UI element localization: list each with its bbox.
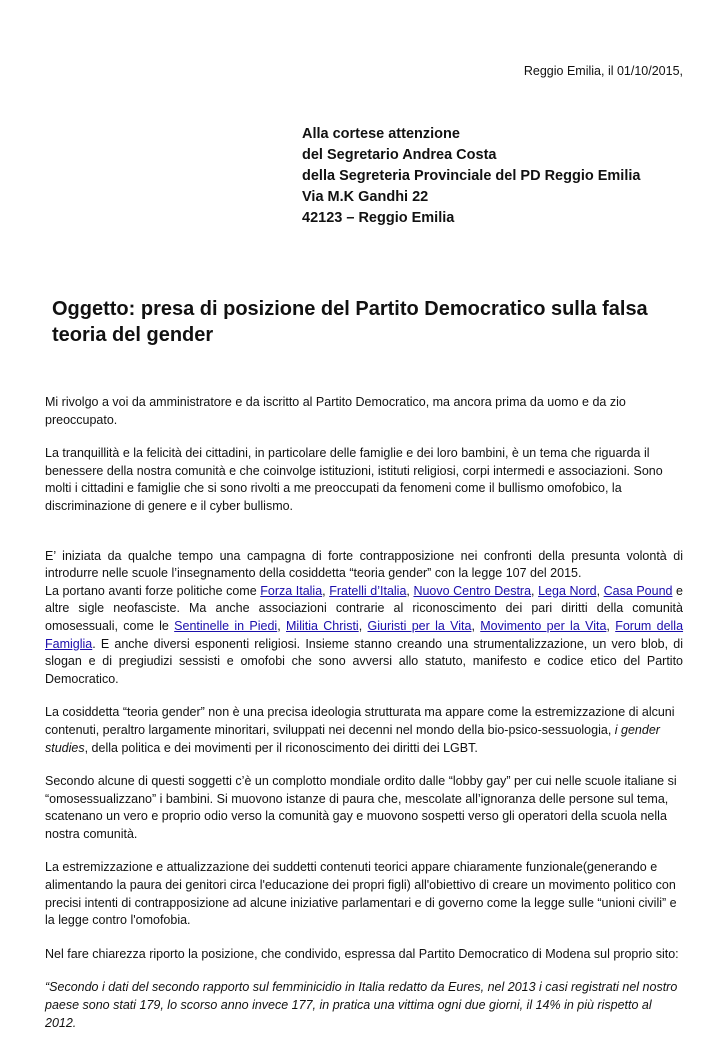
recipient-line: del Segretario Andrea Costa (302, 147, 497, 163)
paragraph: Nel fare chiarezza riporto la posizione, che condivido, espressa dal Partito Democratico di Modena sul proprio sito: (45, 946, 679, 961)
subject-heading: Oggetto: presa di posizione del Partito Democratico sulla falsa teoria del gender (52, 298, 648, 346)
recipient-address (302, 124, 640, 229)
link-movimento-per-la-vita[interactable]: Movimento per la Vita (480, 618, 607, 633)
letter-body (45, 394, 683, 1048)
paragraph-text: e altre sigle neofasciste. Ma anche associazioni contrarie al riconoscimento dei pari diritti della comunità omosessuali, come le (45, 583, 684, 633)
recipient-line: Via M.K Gandhi 22 (302, 189, 429, 205)
paragraph: E’ iniziata da qualche tempo una campagna di forte contrapposizione nei confronti della presunta volontà di introdurre nelle scuole l’insegnamento della cosiddetta “teoria gender” con la legge 107 del 2015. La portano avanti forze politiche come Forza Italia, Fratelli d’Italia, Nuovo Centro Destra, Lega Nord, Casa Pound e altre sigle neofasciste. Ma anche associazioni contrarie al riconoscimento dei pari diritti della comunità omosessuali, come le Sentinelle in Piedi, Militia Christi, Giuristi per la Vita, Movimento per la Vita, Forum della Famiglia. E anche diversi esponenti religiosi. Insieme stanno creando una strumentalizzazione, un vero blob, di slogan e di pregiudizi sessisti e omofobi che sono avversi allo statuto, manifesto e codice etico del Partito Democratico. (45, 548, 684, 686)
recipient-line: Alla cortese attenzione (302, 126, 460, 142)
recipient-line: della Segreteria Provinciale del PD Reggio Emilia (302, 168, 641, 184)
paragraph: La tranquillità e la felicità dei cittadini, in particolare delle famiglie e dei loro bambini, è un tema che riguarda il benessere della nostra comunità e che coinvolge istituzioni, istituti religiosi, corpi intermedi e associazioni. Sono molti i cittadini e famiglie che si sono rivolti a me preoccupati da fenomeni come il bullismo omofobico, la discriminazione di genere e il cyber bullismo. (45, 446, 663, 513)
paragraph-text: , della politica e dei movimenti per il riconoscimento dei diritti dei LGBT. (84, 740, 478, 755)
link-giuristi-per-la-vita[interactable]: Giuristi per la Vita (367, 618, 472, 633)
recipient-line: 42123 – Reggio Emilia (302, 210, 455, 226)
link-nuovo-centro-destra[interactable]: Nuovo Centro Destra (413, 583, 532, 598)
paragraph: La estremizzazione e attualizzazione dei suddetti contenuti teorici appare chiaramente funzionale(generando e alimentando la paura dei genitori circa l'educazione dei propri figli) all'obiettivo di creare un movimento politico con precisi intenti di contrapposizione ad alcune iniziative parlamentari e di governo come la legge sulle “unioni civili” e la legge contro l'omofobia. (45, 860, 677, 928)
link-forum-della-famiglia[interactable]: Forum della Famiglia (45, 618, 684, 651)
paragraph-text: . E anche diversi esponenti religiosi. Insieme stanno creando una strumentalizzazione, un vero blob, di slogan e di pregiudizi sessisti e omofobi che sono avversi allo statuto, manifesto e codice etico del Partito Democratico. (45, 636, 683, 686)
paragraph: Secondo alcune di questi soggetti c’è un complotto mondiale ordito dalle “lobby gay” per cui nelle scuole italiane si “omosessualizzano” i bambini. Si muovono istanze di paura che, mescolate all’ignoranza delle persone sul tema, scatenano un vero e proprio odio verso la comunità gay e muovono sospetti verso gli operatori della scuola nella nostra comunità. (45, 774, 677, 841)
paragraph-text: E’ iniziata da qualche tempo una campagna di forte contrapposizione nei confronti della presunta volontà di introdurre nelle scuole l’insegnamento della cosiddetta “teoria gender” con la legge 107 del 2015. (45, 548, 683, 581)
link-fratelli-italia[interactable]: Fratelli d’Italia (329, 583, 407, 598)
link-lega-nord[interactable]: Lega Nord (538, 583, 597, 598)
date-line: Reggio Emilia, il 01/10/2015, (523, 64, 683, 78)
paragraph: Mi rivolgo a voi da amministratore e da iscritto al Partito Democratico, ma ancora prima da uomo e da zio preoccupato. (45, 395, 626, 427)
link-forza-italia[interactable]: Forza Italia (260, 583, 323, 598)
link-casa-pound[interactable]: Casa Pound (603, 583, 673, 598)
paragraph-text: La portano avanti forze politiche come (45, 583, 261, 598)
paragraph (45, 704, 683, 757)
emphasis-text: i gender studies (45, 722, 660, 755)
quoted-paragraph: “Secondo i dati del secondo rapporto sul femminicidio in Italia redatto da Eures, nel 2013 i casi registrati nel nostro paese sono stati 179, lo scorso anno invece 177, in pratica una vittima ogni due giorni, il 14% in più rispetto al 2012. (45, 980, 678, 1030)
paragraph-text: La cosiddetta “teoria gender” non è una precisa ideologia strutturata ma appare come la estremizzazione di alcuni contenuti, peraltro largamente minoritari, sviluppati nei decenni nel mondo della bio-psico-sessuologia, (45, 705, 675, 737)
link-sentinelle-in-piedi[interactable]: Sentinelle in Piedi (174, 618, 278, 633)
link-militia-christi[interactable]: Militia Christi (286, 618, 359, 633)
